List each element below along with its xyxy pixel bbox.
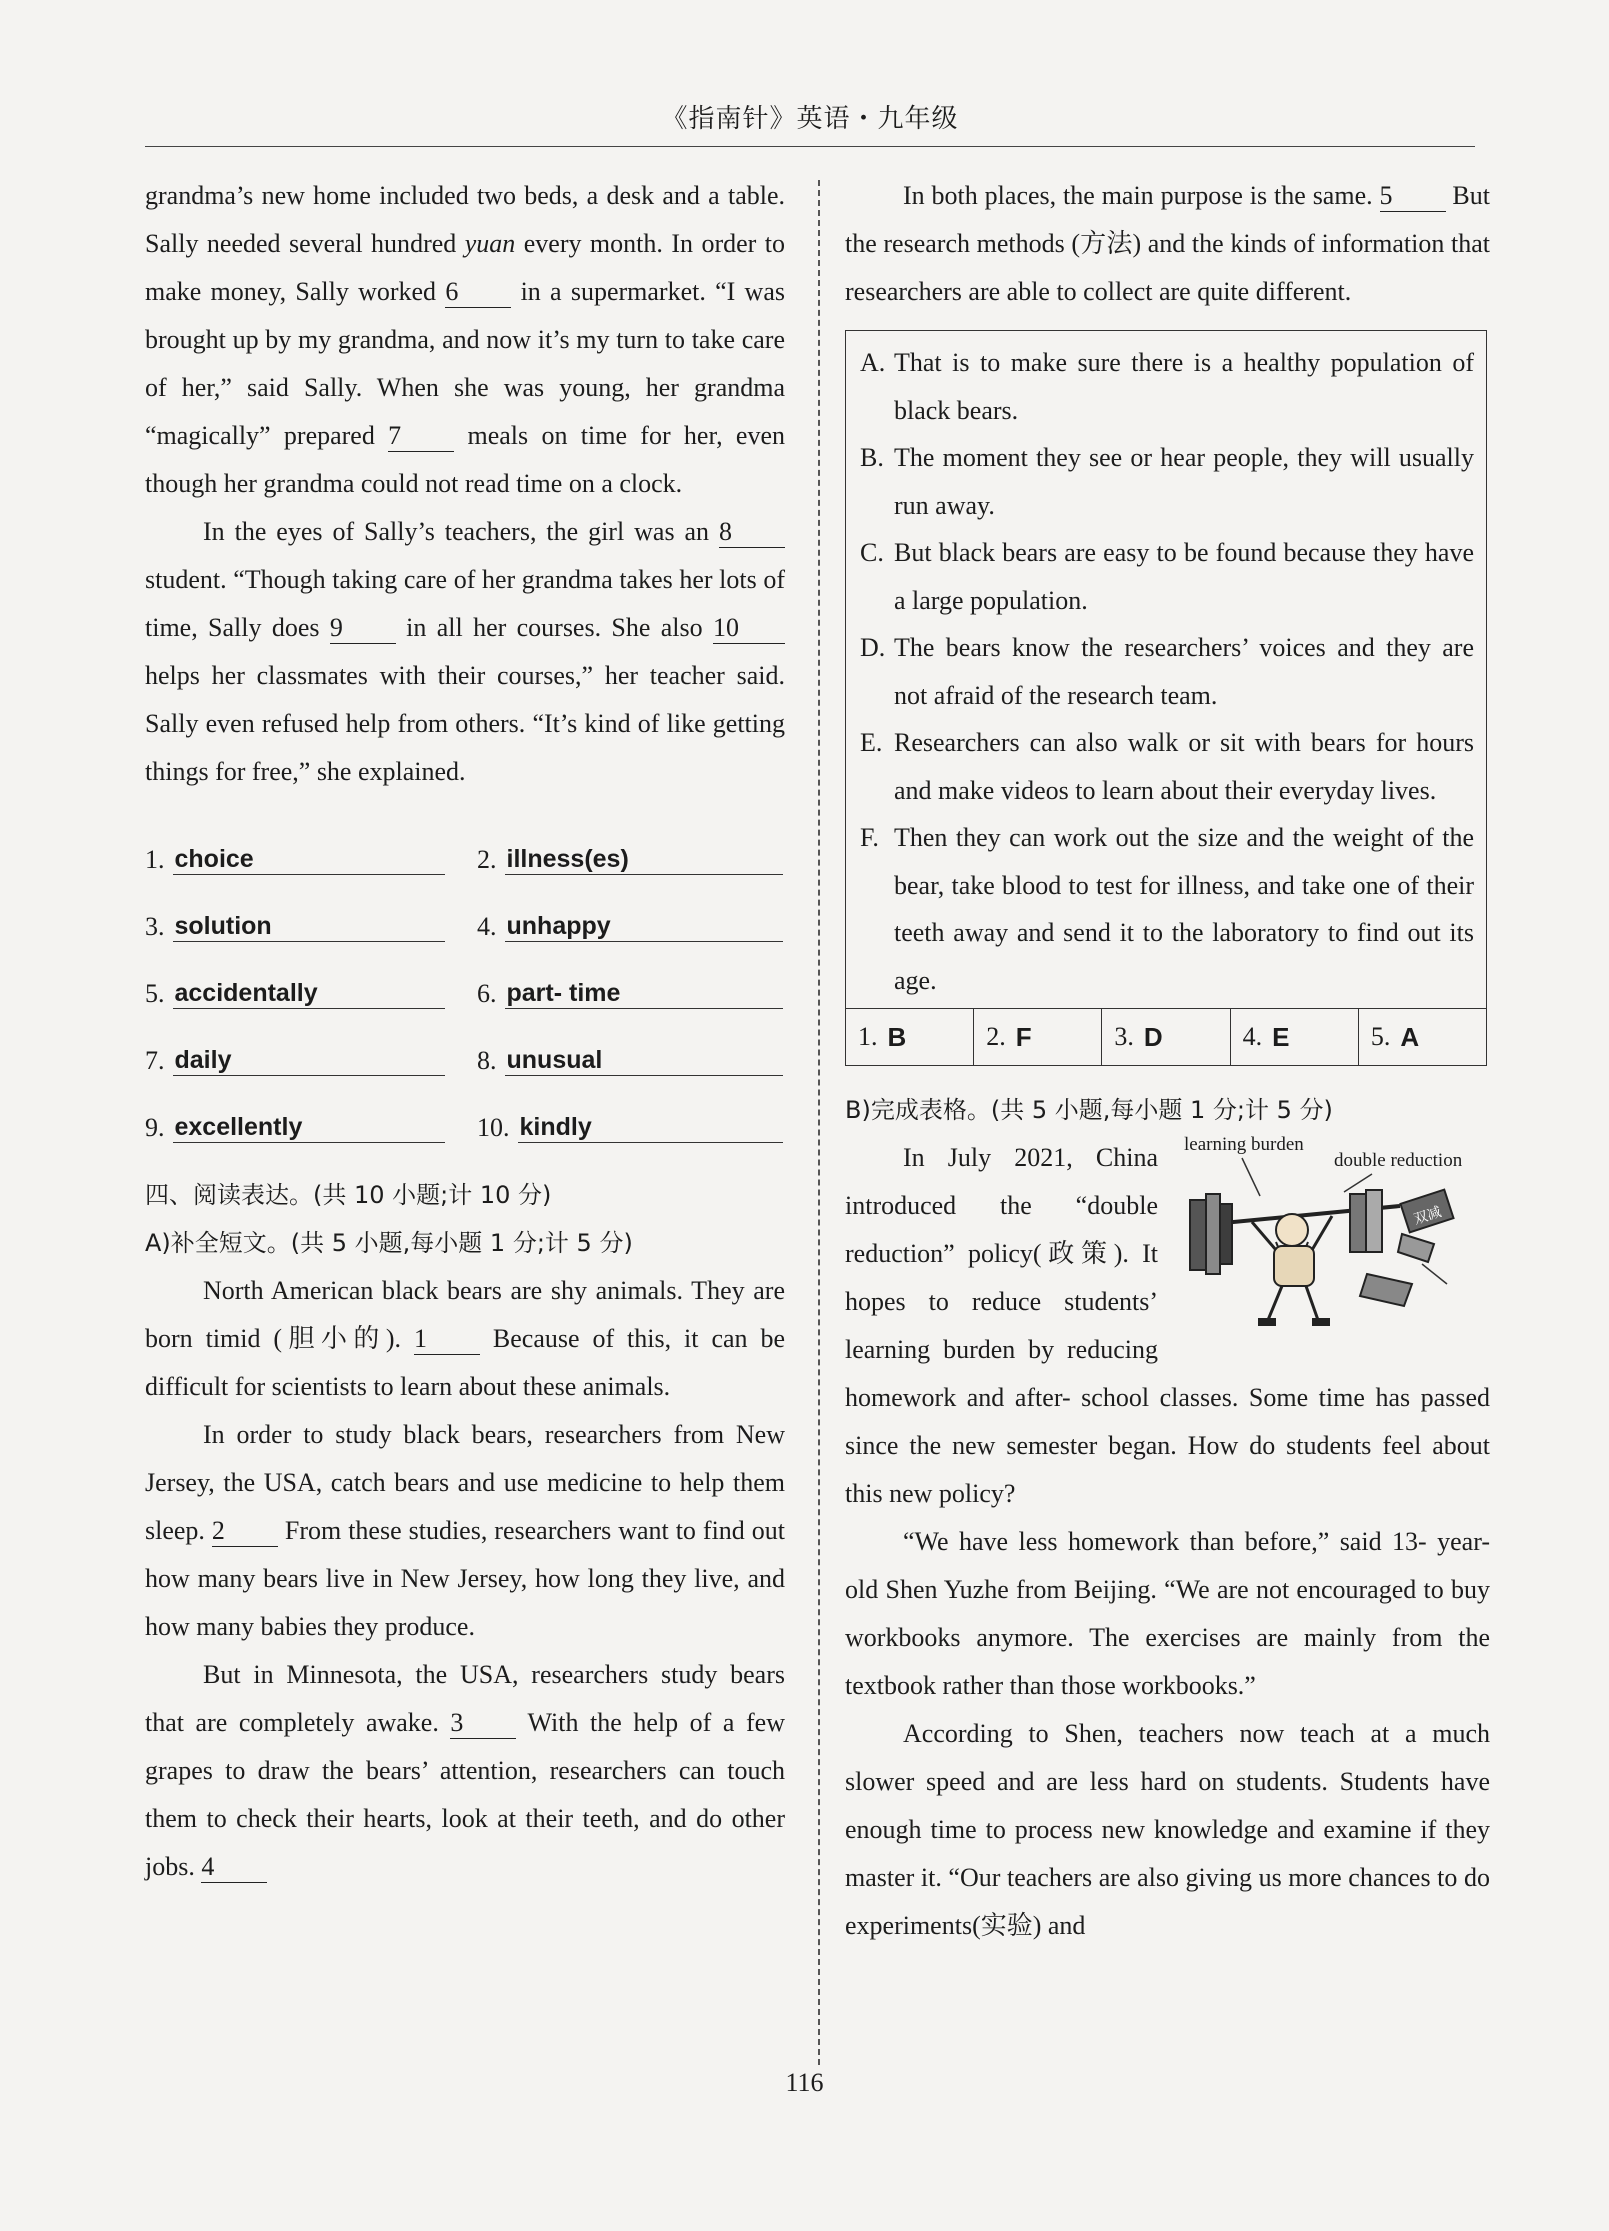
blank-6: 6 — [445, 277, 511, 308]
section-subtitle: B)完成表格。(共 5 小题,每小题 1 分;计 5 分) — [845, 1096, 1333, 1124]
passage-paragraph: In July 2021, China introduced the “double reduction” policy(政策). It hopes to reduce students’ learning burden by reducing homework and after- school classes. Some time has passed since the new semester began. How do students feel about this new policy? — [845, 1143, 1490, 1508]
answer-key-row — [846, 1008, 1486, 1065]
option-item: C. But black bears are easy to be found because they have a large population. — [860, 538, 1474, 615]
cartoon-label-left: learning burden — [1184, 1134, 1304, 1155]
answer-key-cell: 4. E — [1231, 1009, 1359, 1065]
option-item: B. The moment they see or hear people, they will usually run away. — [860, 443, 1474, 520]
answer-key-cell: 2. F — [974, 1009, 1102, 1065]
blank-a4: 4 — [201, 1852, 267, 1883]
header-rule — [145, 146, 1475, 147]
cartoon-label-right: double reduction — [1334, 1150, 1463, 1171]
weightlifter-illustration — [1172, 1134, 1490, 1339]
answer-item: 4. unhappy — [477, 911, 783, 948]
passage-paragraph: According to Shen, teachers now teach at a much slower speed and are less hard on students. Students have enough time to process new knowledge and examine if they master it. “Our teachers are also giving us more chances to do experiments(实验) and — [845, 1719, 1490, 1940]
answer-item: 6. part- time — [477, 978, 783, 1015]
blank-a1: 1 — [414, 1324, 480, 1355]
blank-a2: 2 — [212, 1516, 278, 1547]
answer-row — [145, 948, 785, 1015]
option-item: D. The bears know the researchers’ voices and they are not afraid of the research team. — [860, 633, 1474, 710]
option-list — [846, 331, 1486, 1008]
answer-item: 8. unusual — [477, 1045, 783, 1082]
passage-paragraph: North American black bears are shy animals. They are born timid (胆小的). 1 Because of this, it can be difficult for scientists to learn about these animals. — [145, 1276, 785, 1401]
passage-paragraph: “We have less homework than before,” said 13- year- old Shen Yuzhe from Beijing. “We are not encouraged to buy workbooks anymore. The exercises are mainly from the textbook rather than those workbooks.” — [845, 1527, 1490, 1700]
right-column — [845, 172, 1490, 1950]
passage-paragraph: In the eyes of Sally’s teachers, the girl was an 8 student. “Though taking care of her grandma takes her lots of time, Sally does 9 in all her courses. She also 10 helps her classmates with their courses,” her teacher said. Sally even refused help from others. “It’s kind of like getting things for free,” she explained. — [145, 517, 785, 786]
options-box — [845, 330, 1487, 1066]
left-column — [145, 172, 785, 1891]
blank-9: 9 — [330, 613, 396, 644]
blank-a5: 5 — [1380, 181, 1446, 212]
option-item: E. Researchers can also walk or sit with bears for hours and make videos to learn about their everyday lives. — [860, 728, 1474, 805]
passage-paragraph: grandma’s new home included two beds, a desk and a table. Sally needed several hundred yuan every month. In order to make money, Sally worked 6 in a supermarket. “I was brought up by my grandma, and now it’s my turn to take care of her,” said Sally. When she was young, her grandma “magically” prepared 7 meals on time for her, even though her grandma could not read time on a clock. — [145, 181, 785, 498]
italic-word: yuan — [464, 229, 516, 258]
page-number: 116 — [785, 2068, 824, 2097]
section-subtitle: A)补全短文。(共 5 小题,每小题 1 分;计 5 分) — [145, 1229, 633, 1257]
column-divider — [818, 180, 820, 2065]
answer-key-cell: 1. B — [846, 1009, 974, 1065]
cartoon-sign-text: 双减 — [1411, 1204, 1444, 1228]
answer-item: 2. illness(es) — [477, 844, 783, 881]
answer-row — [145, 814, 785, 881]
answer-row — [145, 881, 785, 948]
passage-paragraph: But in Minnesota, the USA, researchers study bears that are completely awake. 3 With the help of a few grapes to draw the bears’ attention, researchers can touch them to check their hearts, look at their teeth, and do other jobs. 4 — [145, 1660, 785, 1881]
answer-key-cell: 3. D — [1102, 1009, 1230, 1065]
answer-row — [145, 1082, 785, 1149]
option-item: F. Then they can work out the size and the weight of the bear, take blood to test for illness, and take one of their teeth away and send it to the laboratory to find out its age. — [860, 823, 1474, 995]
answer-row — [145, 1015, 785, 1082]
passage-paragraph: In order to study black bears, researchers from New Jersey, the USA, catch bears and use medicine to help them sleep. 2 From these studies, researchers want to find out how many bears live in New Jersey, how long they live, and how many babies they produce. — [145, 1420, 785, 1641]
answer-key-cell: 5. A — [1370, 1021, 1420, 1052]
answer-item: 5. accidentally — [145, 978, 445, 1015]
answer-item: 7. daily — [145, 1045, 445, 1082]
article-with-cartoon — [845, 1134, 1490, 1518]
blank-10: 10 — [713, 613, 785, 644]
section-title: 四、阅读表达。(共 10 小题;计 10 分) — [145, 1181, 552, 1209]
answer-list — [145, 814, 785, 1149]
blank-8: 8 — [719, 517, 785, 548]
passage-paragraph: In both places, the main purpose is the same. 5 But the research methods (方法) and the kinds of information that researchers are able to collect are quite different. — [845, 181, 1490, 306]
blank-a3: 3 — [450, 1708, 516, 1739]
option-item: A. That is to make sure there is a healthy population of black bears. — [860, 348, 1474, 425]
blank-7: 7 — [388, 421, 454, 452]
answer-item: 3. solution — [145, 911, 445, 948]
answer-item: 9. excellently — [145, 1112, 445, 1149]
answer-item: 1. choice — [145, 844, 445, 881]
double-reduction-cartoon — [1172, 1134, 1490, 1339]
page-header: 《指南针》英语・九年级 — [661, 104, 959, 133]
answer-item: 10. kindly — [477, 1112, 783, 1149]
